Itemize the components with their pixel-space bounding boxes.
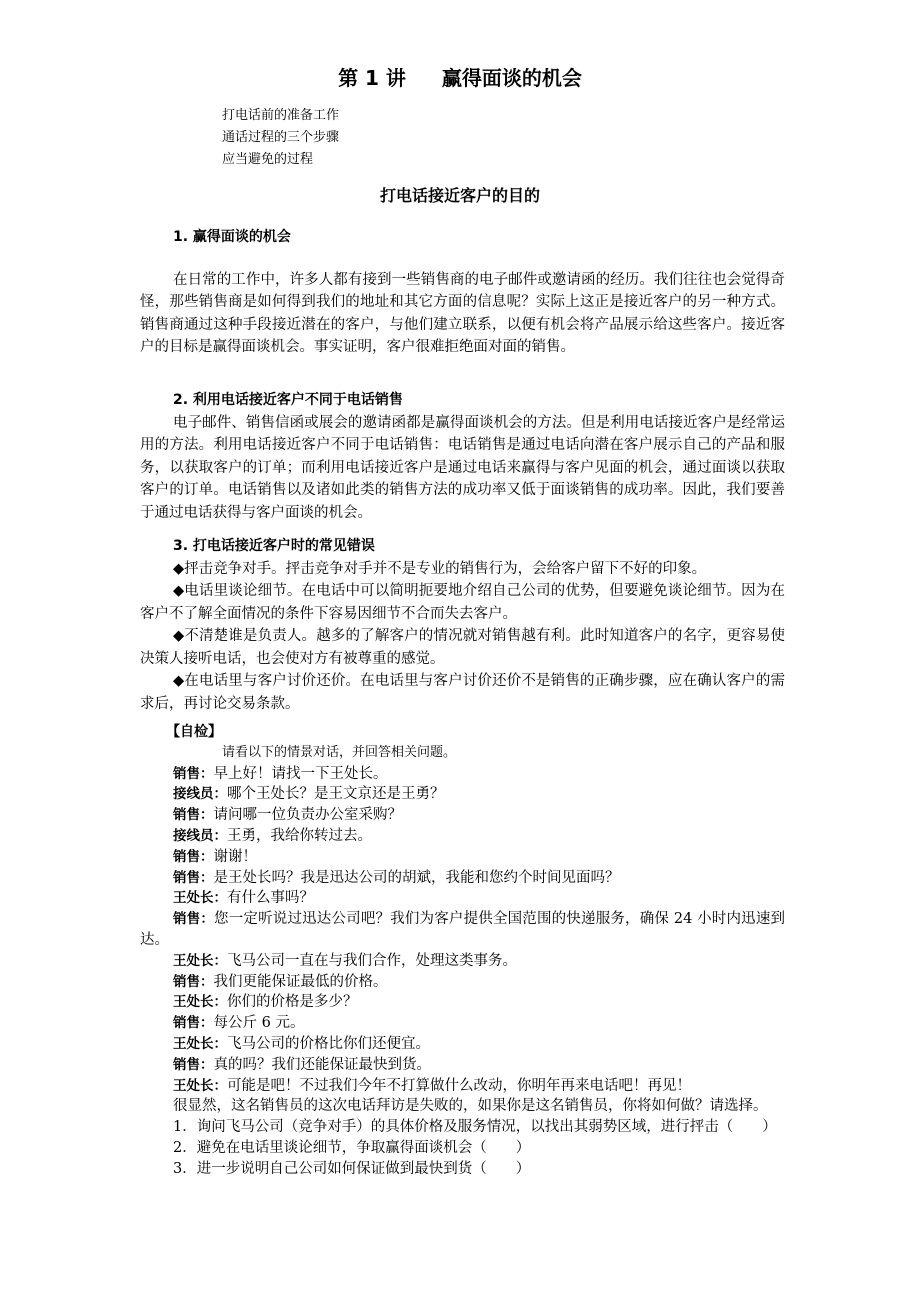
section-1-paragraph: 在日常的工作中，许多人都有接到一些销售商的电子邮件或邀请函的经历。我们往往也会觉得奇怪，那些销售商是如何得到我们的地址和其它方面的信息呢？实际上这正是接近客户的另一种方式。销售商通过这种手段接近潜在的客户，与他们建立联系，以便有机会将产品展示给这些客户。接近客户的目标是赢得面谈机会。事实证明，客户很难拒绝面对面的销售。 bbox=[140, 271, 785, 355]
outline-item: 打电话前的准备工作 bbox=[222, 108, 340, 123]
outline-list bbox=[222, 105, 339, 171]
page-title bbox=[0, 62, 920, 91]
section-2-heading: 2. 利用电话接近客户不同于电话销售 bbox=[173, 392, 403, 408]
section-1-heading: 1. 赢得面谈的机会 bbox=[173, 229, 291, 245]
dialogue-line: 销售：真的吗？我们还能保证最快到货。 bbox=[173, 1056, 431, 1073]
error-bullet: ◆抨击竞争对手。抨击竞争对手并不是专业的销售行为，会给客户留下不好的印象。 bbox=[173, 560, 707, 577]
answer-option: 1．询问飞马公司（竞争对手）的具体价格及服务情况，以找出其弱势区域，进行抨击（ ） bbox=[173, 1119, 777, 1136]
lecture-number: 第 1 讲 bbox=[338, 66, 406, 90]
dialogue-line: 王处长：可能是吧！不过我们今年不打算做什么改动，你明年再来电话吧！再见！ bbox=[173, 1077, 691, 1094]
section-subtitle: 打电话接近客户的目的 bbox=[379, 186, 540, 205]
self-check-heading: 【自检】 bbox=[166, 724, 222, 740]
dialogue-line: 销售：您一定听说过迅达公司吧？我们为客户提供全国范围的快递服务，确保 24 小时内迅速到达。 bbox=[140, 911, 786, 948]
dialogue-line: 接线员：哪个王处长？是王文京还是王勇？ bbox=[173, 786, 445, 803]
self-check-question: 很显然，这名销售员的这次电话拜访是失败的，如果你是这名销售员，你将如何做？请选择。 bbox=[173, 1098, 768, 1115]
dialogue-line: 王处长：飞马公司的价格比你们还便宜。 bbox=[173, 1035, 430, 1052]
dialogue-line: 销售：请问哪一位负责办公室采购？ bbox=[173, 807, 402, 824]
error-bullet: ◆电话里谈论细节。在电话中可以简明扼要地介绍自己公司的优势，但要避免谈论细节。因为在客户不了解全面情况的条件下容易因细节不合而失去客户。 bbox=[140, 583, 785, 622]
error-bullet: ◆在电话里与客户讨价还价。在电话里与客户讨价还价不是销售的正确步骤，应在确认客户的需求后，再讨论交易条款。 bbox=[140, 673, 785, 712]
error-bullet: ◆不清楚谁是负责人。越多的了解客户的情况就对销售越有利。此时知道客户的名字，更容易使决策人接听电话，也会使对方有被尊重的感觉。 bbox=[140, 628, 785, 667]
dialogue-line: 王处长：飞马公司一直在与我们合作，处理这类事务。 bbox=[173, 952, 517, 969]
outline-item: 应当避免的过程 bbox=[222, 152, 314, 167]
section-2-paragraph: 电子邮件、销售信函或展会的邀请函都是赢得面谈机会的方法。但是利用电话接近客户是经常运用的方法。利用电话接近客户不同于电话销售：电话销售是通过电话向潜在客户展示自己的产品和服务，以获取客户的订单；而利用电话接近客户是通过电话来赢得与客户见面的机会，通过面谈以获取客户的订单。电话销售以及诸如此类的销售方法的成功率又低于面谈销售的成功率。因此，我们要善于通过电话获得与客户面谈的机会。 bbox=[140, 414, 785, 521]
self-check-intro: 请看以下的情景对话，并回答相关问题。 bbox=[222, 744, 457, 760]
dialogue-line: 接线员：王勇，我给你转过去。 bbox=[173, 827, 372, 844]
dialogue-line: 销售：早上好！请找一下王处长。 bbox=[173, 765, 388, 782]
section-3 bbox=[140, 535, 785, 715]
dialogue-line: 王处长：有什么事吗？ bbox=[173, 890, 314, 907]
dialogue-line: 销售：是王处长吗？我是迅达公司的胡斌，我能和您约个时间见面吗？ bbox=[173, 869, 620, 886]
answer-option: 3．进一步说明自己公司如何保证做到最快到货（ ） bbox=[173, 1160, 531, 1177]
dialogue-line: 销售：谢谢！ bbox=[173, 848, 257, 865]
section-3-heading: 3. 打电话接近客户时的常见错误 bbox=[173, 538, 375, 554]
dialogue-line: 销售：每公斤 6 元。 bbox=[173, 1015, 305, 1032]
dialogue-line: 销售：我们更能保证最低的价格。 bbox=[173, 973, 388, 990]
section-1 bbox=[140, 226, 785, 359]
lecture-name: 赢得面谈的机会 bbox=[441, 66, 582, 90]
answer-option: 2．避免在电话里谈论细节，争取赢得面谈机会（ ） bbox=[173, 1139, 531, 1156]
self-check-section bbox=[140, 722, 785, 1180]
dialogue-line: 王处长：你们的价格是多少？ bbox=[173, 994, 358, 1011]
section-2 bbox=[140, 389, 785, 524]
outline-item: 通话过程的三个步骤 bbox=[222, 130, 340, 145]
